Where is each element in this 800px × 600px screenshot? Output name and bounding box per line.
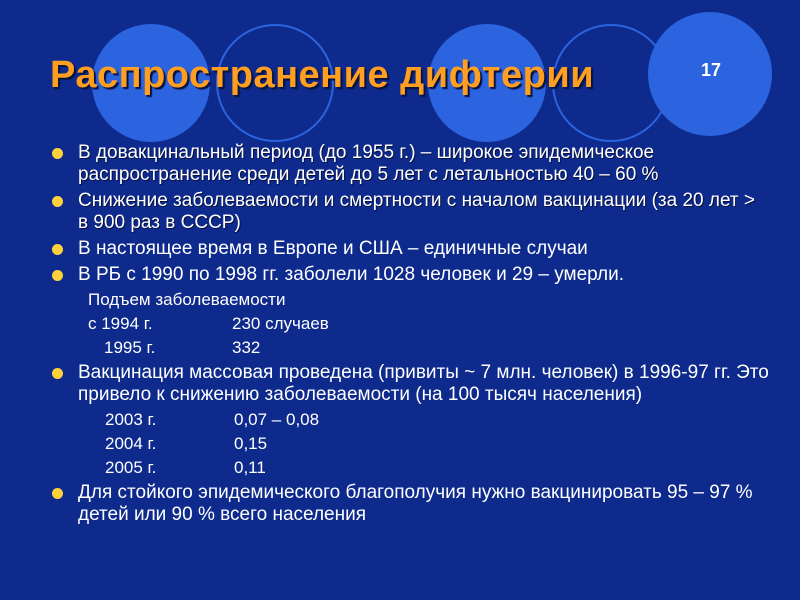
bullet-dot-icon	[52, 244, 63, 255]
incidence-year: 2004 г.	[105, 434, 157, 453]
page-number: 17	[700, 60, 722, 80]
incidence-row	[50, 434, 770, 454]
incidence-value: 0,15	[234, 434, 268, 453]
bullet-text: Вакцинация массовая проведена (привиты ~ 7 млн. человек) в 1996-97 гг. Это привело к снижению заболеваемости (на 100 тысяч населения)	[78, 362, 769, 405]
slide-content	[50, 142, 770, 530]
bullet-dot-icon	[52, 196, 63, 207]
rise-year: 1995 г.	[104, 338, 156, 357]
rise-heading: Подъем заболеваемости	[88, 290, 286, 309]
incidence-year: 2005 г.	[105, 458, 157, 477]
bullet-text: В настоящее время в Европе и США – единичные случаи	[78, 238, 588, 259]
incidence-row	[50, 458, 770, 478]
rise-value: 230 случаев	[232, 314, 329, 333]
bullet-item	[50, 190, 770, 234]
rise-row	[50, 338, 770, 358]
bullet-item	[50, 238, 770, 260]
bullet-text: В РБ с 1990 по 1998 гг. заболели 1028 человек и 29 – умерли.	[78, 264, 625, 285]
incidence-value: 0,11	[234, 458, 266, 477]
bullet-dot-icon	[52, 488, 63, 499]
rise-value: 332	[232, 338, 261, 357]
incidence-row	[50, 410, 770, 430]
bullet-dot-icon	[52, 270, 63, 281]
incidence-year: 2003 г.	[105, 410, 157, 429]
rise-row	[50, 314, 770, 334]
bullet-text: Для стойкого эпидемического благополучия нужно вакцинировать 95 – 97 % детей или 90 % всего населения	[78, 482, 753, 525]
incidence-value: 0,07 – 0,08	[234, 410, 320, 429]
bullet-dot-icon	[52, 148, 63, 159]
bullet-text: В довакцинальный период (до 1955 г.) – широкое эпидемическое распространение среди детей до 5 лет с летальностью 40 – 60 %	[78, 142, 659, 185]
bullet-text: Снижение заболеваемости и смертности с началом вакцинации (за 20 лет > в 900 раз в СССР)	[78, 190, 755, 233]
rise-year: с 1994 г.	[88, 314, 153, 333]
bullet-item	[50, 264, 770, 286]
bullet-item	[50, 142, 770, 186]
bullet-item	[50, 482, 770, 526]
bullet-dot-icon	[52, 368, 63, 379]
rise-heading-row	[50, 290, 770, 310]
slide-title: Распространение дифтерии	[50, 54, 595, 96]
bullet-item	[50, 362, 770, 406]
